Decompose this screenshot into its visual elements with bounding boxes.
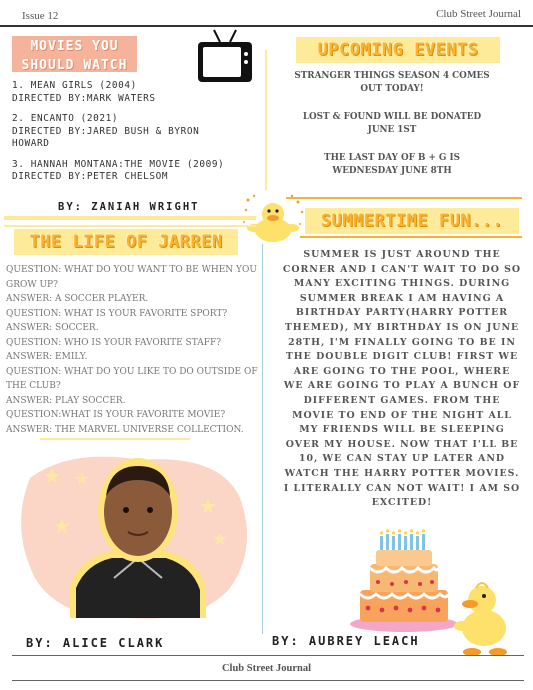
tv-icon bbox=[196, 28, 256, 86]
jarren-heading bbox=[14, 229, 238, 255]
divider-summer-bottom bbox=[300, 236, 522, 238]
movies-heading bbox=[12, 36, 137, 72]
list-item bbox=[12, 113, 262, 151]
movie-list bbox=[12, 80, 262, 192]
summer-heading bbox=[305, 208, 519, 234]
summer-byline: BY: AUBREY LEACH bbox=[272, 634, 420, 648]
qa-line: ANSWER: PLAY SOCCER. bbox=[6, 395, 126, 406]
footer-rule-bottom bbox=[12, 680, 524, 681]
qa-line: ANSWER: THE MARVEL UNIVERSE COLLECTION. bbox=[6, 424, 244, 435]
summer-story: SUMMER IS JUST AROUND THE CORNER AND I CAN'T WAIT TO DO SO MANY EXCITING THINGS. DURING SUMMER BREAK I AM HAVING A BIRTHDAY PARTY(HARRY POTTER THEMED), MY BIRTHDAY IS ON JUNE 28TH, I'M FINALLY GOING TO BE IN THE DOUBLE DIGIT CLUB! FIRST WE ARE GOING TO THE POOL, WHERE WE ARE GOING TO PLAY A BUNCH OF DIFFERENT GAMES. FROM THE MOVIE TO END OF THE NIGHT ALL MY FRIENDS WILL BE SLEEPING OVER MY HOUSE. NOW THAT I'LL BE 10, WE CAN STAY UP LATER AND WATCH THE HARRY POTTER MOVIES. I LITERALLY CAN NOT WAIT! I AM SO EXCITED! bbox=[282, 249, 522, 509]
movie-title: 1. MEAN GIRLS (2004) bbox=[12, 80, 137, 91]
footer-masthead: Club Street Journal bbox=[221, 663, 312, 674]
movie-title: 2. ENCANTO (2021) bbox=[12, 113, 119, 124]
divider-qa bbox=[40, 438, 190, 440]
qa-line: ANSWER: EMILY. bbox=[6, 352, 88, 362]
events-heading-text: UPCOMING EVENTS bbox=[317, 40, 479, 60]
movies-heading-line2: SHOULD WATCH bbox=[21, 58, 128, 73]
movie-director: DIRECTED BY:JARED BUSH & BYRON HOWARD bbox=[12, 125, 200, 149]
boy-photo bbox=[10, 448, 260, 626]
events-list bbox=[292, 70, 492, 193]
duck-icon bbox=[240, 192, 306, 248]
divider-jarren bbox=[4, 225, 256, 227]
birthday-cake-icon bbox=[346, 528, 462, 634]
qa-line: QUESTION: WHAT DO YOU LIKE TO DO OUTSIDE OF THE CLUB? bbox=[6, 366, 258, 391]
qa-line: ANSWER: A SOCCER PLAYER. bbox=[6, 294, 149, 304]
jarren-byline: BY: ALICE CLARK bbox=[26, 636, 165, 650]
event-item: LOST & FOUND WILL BE DONATED JUNE 1ST bbox=[302, 112, 482, 135]
header-rule bbox=[0, 25, 533, 27]
summer-heading-text: SUMMERTIME FUN... bbox=[320, 211, 504, 231]
event-item: THE LAST DAY OF B + G IS WEDNESDAY JUNE 8TH bbox=[324, 153, 460, 176]
issue-number: Issue 12 bbox=[22, 10, 59, 22]
qa-line: QUESTION: WHO IS YOUR FAVORITE STAFF? bbox=[6, 337, 222, 348]
list-item bbox=[12, 159, 262, 184]
movie-director: DIRECTED BY:PETER CHELSOM bbox=[12, 171, 169, 182]
qa-line: QUESTION:WHAT IS YOUR FAVORITE MOVIE? bbox=[6, 410, 226, 420]
event-item: STRANGER THINGS SEASON 4 COMES OUT TODAY! bbox=[294, 71, 490, 94]
masthead-title: Club Street Journal bbox=[436, 8, 521, 20]
events-heading bbox=[296, 37, 500, 63]
divider-yellow bbox=[4, 216, 256, 220]
list-item bbox=[12, 80, 262, 105]
interview-qa bbox=[6, 263, 261, 437]
footer-rule-top bbox=[12, 655, 524, 656]
column-rule-yellow bbox=[265, 50, 267, 190]
qa-line: QUESTION: WHAT IS YOUR FAVORITE SPORT? bbox=[6, 308, 228, 319]
movies-heading-line1: MOVIES YOU bbox=[30, 39, 119, 54]
jarren-heading-text: THE LIFE OF JARREN bbox=[29, 232, 223, 252]
duck-icon bbox=[452, 578, 516, 658]
movie-director: DIRECTED BY:MARK WATERS bbox=[12, 92, 156, 104]
qa-line: ANSWER: SOCCER. bbox=[6, 323, 99, 333]
movie-title: 3. HANNAH MONTANA:THE MOVIE (2009) bbox=[12, 158, 225, 170]
column-rule-blue bbox=[262, 244, 263, 634]
qa-line: QUESTION: WHAT DO YOU WANT TO BE WHEN YOU GROW UP? bbox=[6, 265, 257, 290]
movies-byline: BY: ZANIAH WRIGHT bbox=[58, 201, 200, 213]
divider-summer bbox=[286, 197, 522, 199]
